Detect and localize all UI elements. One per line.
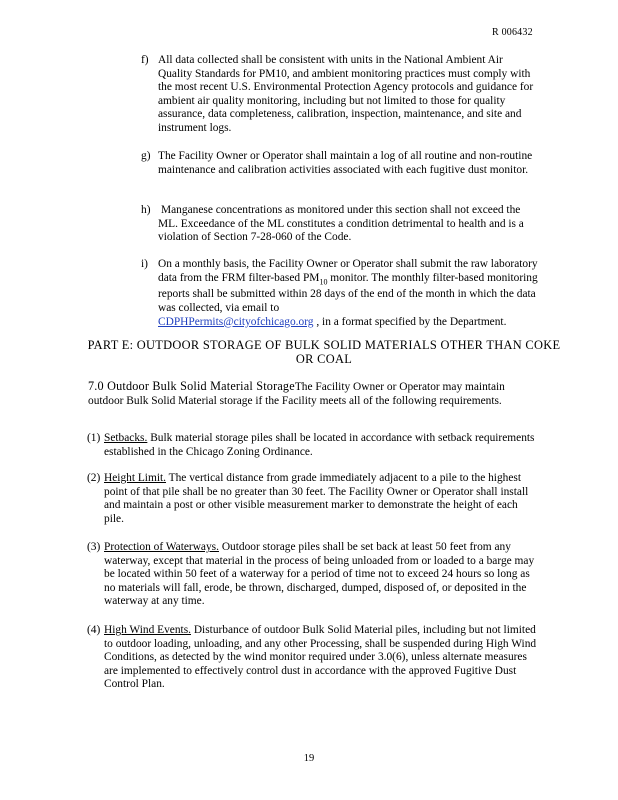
list-text: All data collected shall be consistent with units in the National Ambient Air Quality Standards for PM10, and ambient monitoring practices must comply with the most recent U.S. Environmental Protection Agency protocols and guidance for ambient air quality monitoring, including but not limited to those for quality assurance, data completeness, calibration, inspection, maintenance, and site and instrument logs. xyxy=(158,54,534,134)
page-number: 19 xyxy=(303,753,315,764)
numbered-item-2 xyxy=(87,472,539,526)
list-text-part: , in a format specified by the Department. xyxy=(313,315,507,328)
email-link[interactable]: CDPHPermits@cityofchicago.org xyxy=(158,315,314,328)
numbered-text: The vertical distance from grade immediately adjacent to a pile to the highest point of that pile shall be no greater than 30 feet. The Facility Owner or Operator shall install and maintain a post or other visible measurement marker to demonstrate the height of each pile. xyxy=(104,472,529,525)
list-item-g xyxy=(141,150,539,177)
section-title: 7.0 Outdoor Bulk Solid Material Storage xyxy=(88,379,295,393)
list-item-i xyxy=(141,258,539,329)
numbered-label: (4) xyxy=(87,624,101,636)
section-text: The Facility Owner or Operator may maintain outdoor Bulk Solid Material storage if the Facility meets all of the following requirements. xyxy=(88,381,505,407)
list-item-f xyxy=(141,54,539,136)
numbered-body xyxy=(104,624,539,692)
bates-number: R 006432 xyxy=(492,27,533,38)
list-text-part: On a monthly basis, the Facility Owner or Operator shall submit the raw laboratory data from the FRM filter-based PM xyxy=(158,258,538,284)
list-label: g) xyxy=(141,150,151,162)
numbered-body xyxy=(104,472,539,526)
numbered-text: Disturbance of outdoor Bulk Solid Material piles, including but not limited to outdoor loading, unloading, and any other Processing, shall be suspended during High Wind Conditions, as detected by the wind monitor required under 3.0(6), unless alternate measures are implemented to effectively control dust in accordance with the approved Fugitive Dust Control Plan. xyxy=(104,624,537,691)
list-text: Manganese concentrations as monitored under this section shall not exceed the ML. Exceedance of the ML constitutes a condition detrimental to health and is a violation of Section 7-28-060 of the Code. xyxy=(158,204,524,244)
list-label: i) xyxy=(141,258,148,270)
numbered-heading: High Wind Events. xyxy=(104,624,191,636)
numbered-body xyxy=(104,432,539,459)
part-heading: PART E: OUTDOOR STORAGE OF BULK SOLID MATERIALS OTHER THAN COKE OR COAL xyxy=(87,338,561,367)
list-label: h) xyxy=(141,204,151,216)
numbered-label: (2) xyxy=(87,472,101,484)
pm-subscript: 10 xyxy=(319,276,328,286)
numbered-text: Bulk material storage piles shall be located in accordance with setback requirements established in the Chicago Zoning Ordinance. xyxy=(104,432,535,458)
numbered-body xyxy=(104,541,539,609)
list-label: f) xyxy=(141,54,149,66)
list-text: The Facility Owner or Operator shall maintain a log of all routine and non-routine maintenance and calibration activities associated with each fugitive dust monitor. xyxy=(158,150,533,176)
list-item-h xyxy=(141,204,539,245)
numbered-heading: Height Limit. xyxy=(104,472,167,484)
numbered-item-1 xyxy=(87,432,539,459)
numbered-heading: Setbacks. xyxy=(104,432,148,444)
numbered-item-3 xyxy=(87,541,539,609)
list-text xyxy=(158,258,539,329)
numbered-heading: Protection of Waterways. xyxy=(104,541,219,553)
list-text-part: monitor. The monthly filter-based monitoring reports shall be submitted within 28 days of the end of the month in which the data was collected, via email to xyxy=(158,271,538,315)
numbered-label: (3) xyxy=(87,541,101,553)
numbered-item-4 xyxy=(87,624,539,692)
numbered-text: Outdoor storage piles shall be set back at least 50 feet from any waterway, except that material in the process of being unloaded from or loaded to a barge may be located within 50 feet of a waterway for a period of time not to exceed 24 hours so long as no materials will fall, erode, be thrown, discharged, dumped, disposed of, or deposited in the waterway at any time. xyxy=(104,541,535,608)
numbered-label: (1) xyxy=(87,432,101,444)
section-7 xyxy=(88,380,534,408)
